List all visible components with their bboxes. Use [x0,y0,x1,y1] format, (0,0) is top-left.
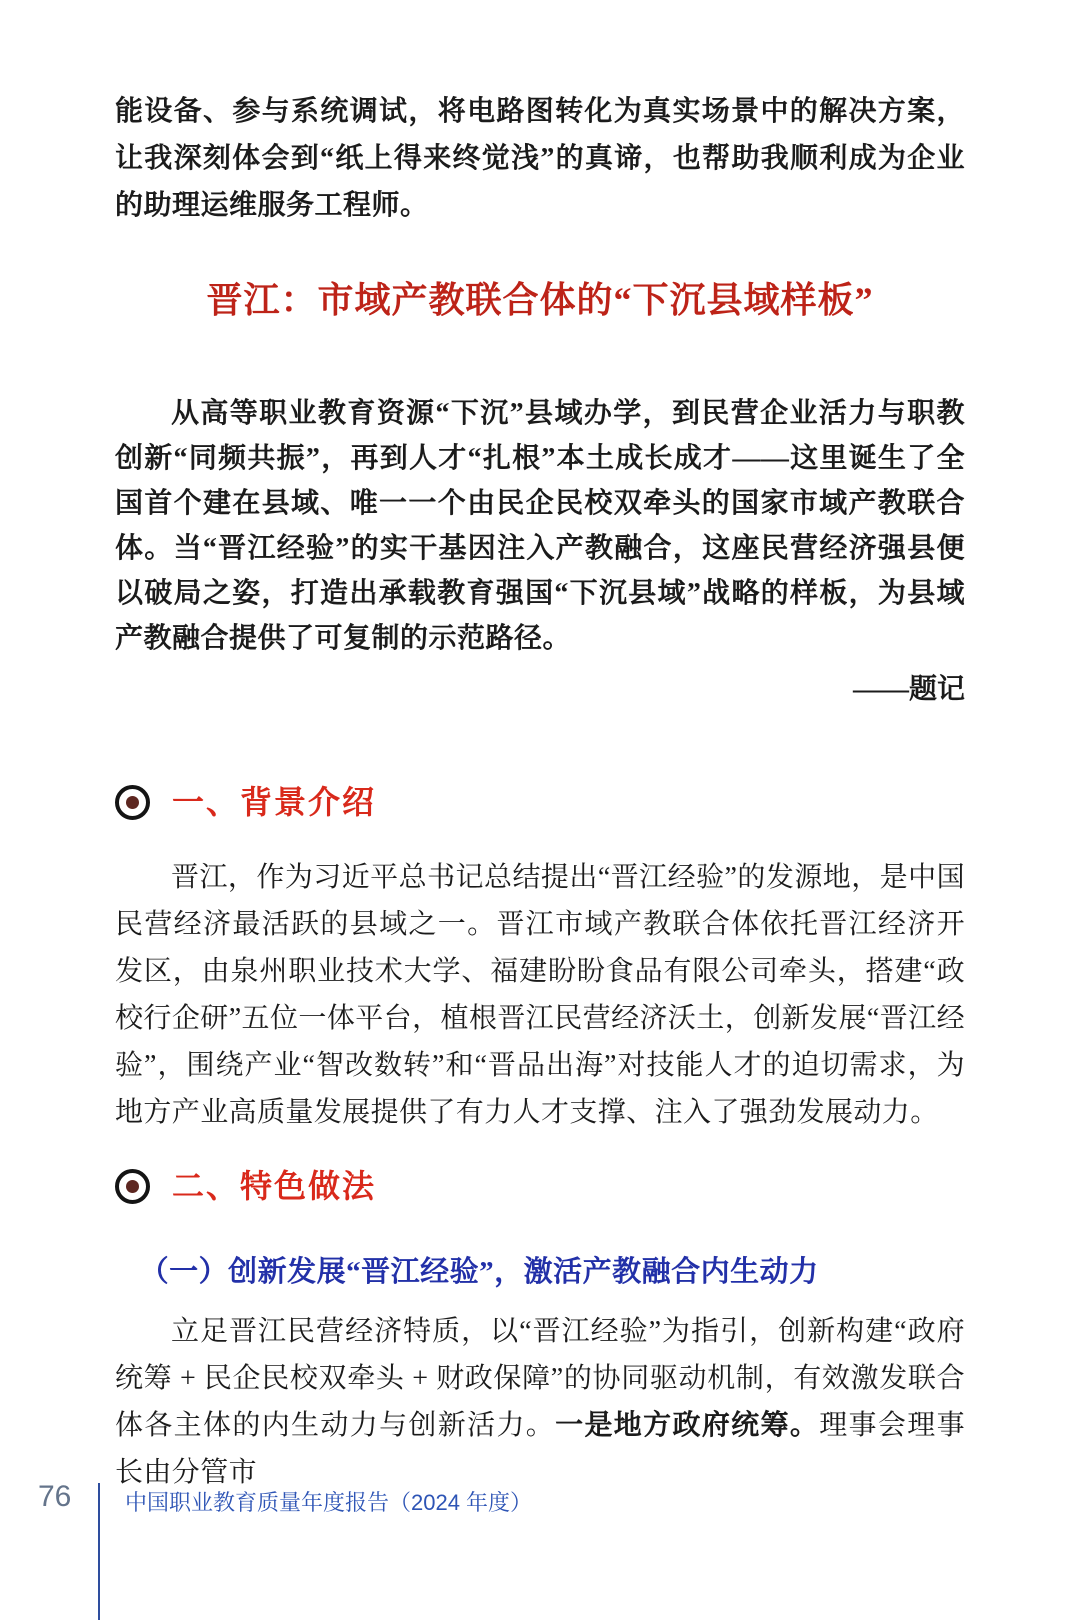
page-number: 76 [38,1480,72,1513]
article-title: 晋江：市域产教联合体的“下沉县域样板” [206,280,874,320]
practices-paragraph-bold-phrase: 一是地方政府统筹。 [555,1410,820,1441]
practices-paragraph [115,1308,965,1496]
section-heading-background [115,780,965,824]
footer-divider-line [98,1483,100,1620]
background-paragraph: 晋江，作为习近平总书记总结提出“晋江经验”的发源地，是中国民营经济最活跃的县域之一。晋江市域产教联合体依托晋江经济开发区，由泉州职业技术大学、福建盼盼食品有限公司牵头，搭建“政校行企研”五位一体平台，植根晋江民营经济沃土，创新发展“晋江经验”，围绕产业“智改数转”和“晋品出海”对技能人才的迫切需求，为地方产业高质量发展提供了有力人才支撑、注入了强劲发展动力。 [115,862,965,1128]
practices-paragraph-text: 立足晋江民营经济特质，以“晋江经验”为指引，创新构建“政府统筹 + 民企民校双牵头 + 财政保障”的协同驱动机制，有效激发联合体各主体的内生动力与创新活力。 [115,1316,965,1441]
section-bullet-dot [126,1180,139,1193]
practices-paragraph-text: 理事会理事长由分管市 [115,1410,965,1488]
section-bullet-dot [126,796,139,809]
section-heading-practices [115,1164,965,1208]
continuation-paragraph: 能设备、参与系统调试，将电路图转化为真实场景中的解决方案，让我深刻体会到“纸上得来终觉浅”的真谛，也帮助我顺利成为企业的助理运维服务工程师。 [115,96,965,221]
epigraph-text: 从高等职业教育资源“下沉”县域办学，到民营企业活力与职教创新“同频共振”，再到人才“扎根”本土成长成才——这里诞生了全国首个建在县域、唯一一个由民企民校双牵头的国家市域产教联合体。当“晋江经验”的实干基因注入产教融合，这座民营经济强县便以破局之姿，打造出承载教育强国“下沉县域”战略的样板，为县域产教融合提供了可复制的示范路径。 [115,398,965,654]
subsection-heading: （一）创新发展“晋江经验”，激活产教融合内生动力 [139,1256,819,1288]
section-heading-label: 二、特色做法 [172,1168,377,1204]
section-bullet-icon [115,785,150,820]
section-bullet-icon [115,1169,150,1204]
footer-report-title: 中国职业教育质量年度报告（2024 年度） [125,1490,533,1515]
section-heading-label: 一、背景介绍 [172,784,377,820]
epigraph-attribution: ——题记 [852,674,965,705]
